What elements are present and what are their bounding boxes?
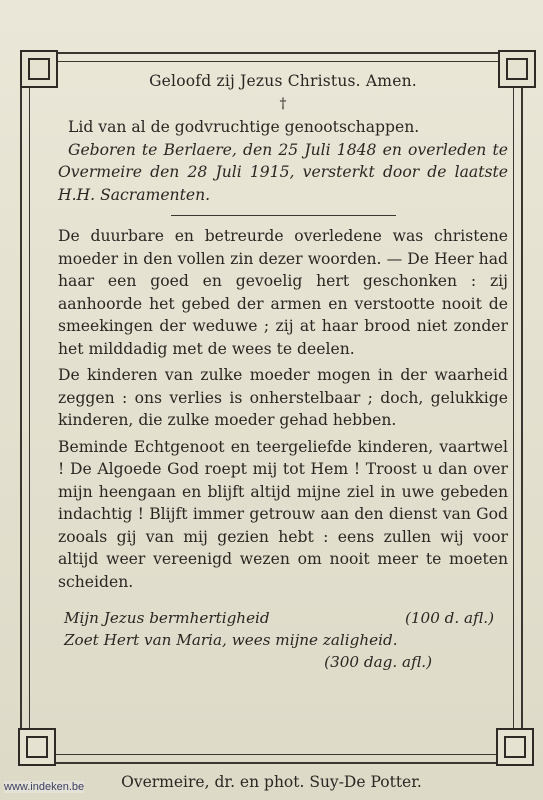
header-prayer: Geloofd zij Jezus Christus. Amen. xyxy=(149,72,417,90)
prayer-text: Zoet Hert van Maria, wees mijne zaligheid. xyxy=(64,631,398,649)
corner-ornament-bottom-left xyxy=(18,728,56,766)
printer-credit: Overmeire, dr. en phot. Suy-De Potter. xyxy=(121,773,422,791)
prayer-2-indulgence xyxy=(58,651,508,673)
paragraph-1: De duurbare en betreurde overledene was christene moeder in den vollen zin dezer woorden. — De Heer had haar een goed en gevoelig hert geschonken : zij aanhoorde het gebed der armen en verstootte nooit de smeekingen der weduwe ; zij at haar brood niet zonder het milddadig met de wees te deelen. xyxy=(58,227,508,358)
prayer-2 xyxy=(58,629,508,651)
indulgence-label: (300 dag. afl.) xyxy=(324,653,432,671)
indulgence-label: (100 d. afl.) xyxy=(404,609,494,627)
cross-icon: † xyxy=(279,96,287,112)
watermark-link[interactable]: www.indeken.be xyxy=(4,781,85,793)
corner-ornament-top-left xyxy=(20,50,58,88)
prayer-1 xyxy=(58,607,508,629)
corner-ornament-bottom-right xyxy=(496,728,534,766)
paragraph-3: Beminde Echtgenoot en teergeliefde kinderen, vaartwel ! De Algoede God roept mij tot Hem ! Troost u dan over mijn heengaan en blijft altijd mijne ziel in uwe gebeden indachtig ! Blijft immer getrouw aan den dienst van God zooals gij van mij gezien hebt : eens zullen wij voor altijd weer vereenigd wezen om nooit meer te moeten scheiden. xyxy=(58,437,508,591)
card-text xyxy=(58,64,508,673)
society-line: Lid van al de godvruchtige genootschappen. xyxy=(68,118,420,136)
divider xyxy=(171,215,396,216)
prayer-text: Mijn Jezus bermhertigheid xyxy=(64,609,270,627)
birth-death-text: Geboren te Berlaere, den 25 Juli 1848 en overleden te Overmeire den 28 Juli 1915, versterkt door de laatste H.H. Sacramenten. xyxy=(58,140,508,204)
prayers xyxy=(58,607,508,673)
paragraph-2: De kinderen van zulke moeder mogen in der waarheid zeggen : ons verlies is onherstelbaar ; doch, gelukkige kinderen, die zulke moeder gehad hebben. xyxy=(58,366,508,429)
